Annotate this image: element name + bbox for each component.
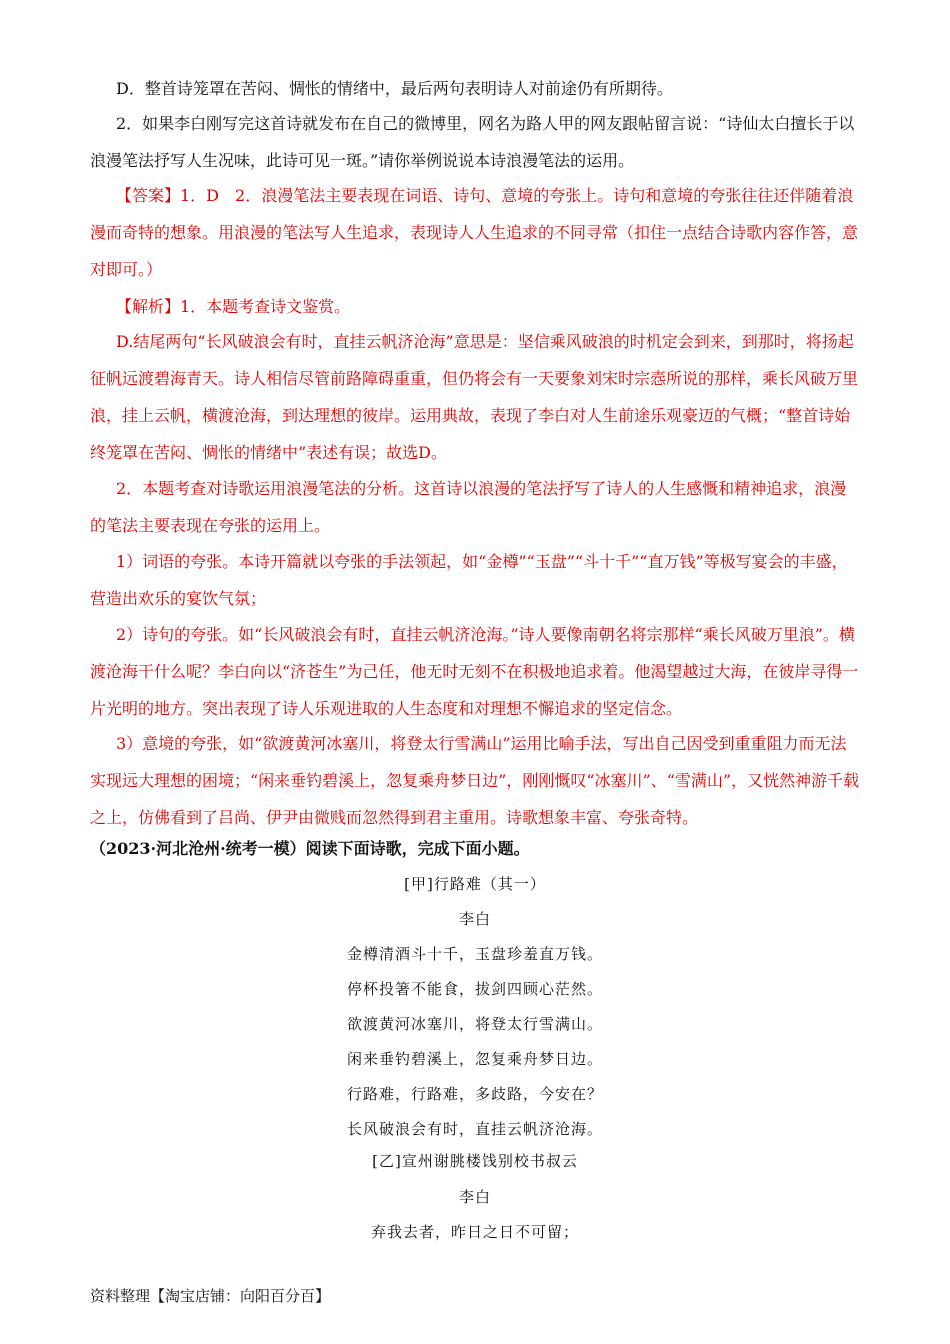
poem-verse: 欲渡黄河冰塞川，将登太行雪满山。 xyxy=(346,1015,603,1033)
poem-b-title: [乙]宣州谢朓楼饯别校书叔云 xyxy=(372,1152,578,1170)
option-d: D．整首诗笼罩在苦闷、惆怅的情绪中，最后两句表明诗人对前途仍有所期待。 xyxy=(116,79,673,98)
analysis-point-3: 3）意境的夸张，如“欲渡黄河冰塞川，将登太行雪满山”运用比喻手法，写出自己因受到重重阻力而无法实现远大理想的困境；“闲来垂钓碧溪上，忽复乘舟梦日边”，刚刚慨叹“冰塞川”、“雪满山”，又恍然神游千载之上，仿佛看到了吕尚、伊尹由微贱而忽然得到君主重用。诗歌想象丰富、夸张奇特。 xyxy=(90,734,860,827)
poem-a-title: [甲]行路难（其一） xyxy=(404,875,546,893)
poem-verse: 金樽清酒斗十千，玉盘珍羞直万钱。 xyxy=(346,945,603,963)
poem-verse: 行路难，行路难，多歧路，今安在？ xyxy=(346,1085,603,1103)
poem-verse: 弃我去者，昨日之日不可留； xyxy=(370,1223,579,1241)
answer-block: 【答案】1．D 2．浪漫笔法主要表现在词语、诗句、意境的夸张上。诗句和意境的夸张往往还伴随着浪漫而奇特的想象。用浪漫的笔法写人生追求，表现诗人人生追求的不同寻常（扣住一点结合诗歌内容作答，意对即可。） xyxy=(90,186,859,279)
question-2: 2．如果李白刚写完这首诗就发布在自己的微博里，网名为路人甲的网友跟帖留言说：“诗仙太白擅长于以浪漫笔法抒写人生况味，此诗可见一斑。”请你举例说说本诗浪漫笔法的运用。 xyxy=(90,114,855,170)
poem-b-author: 李白 xyxy=(458,1188,491,1206)
source-line: （2023·河北沧州·统考一模）阅读下面诗歌，完成下面小题。 xyxy=(90,839,530,858)
poem-a-author: 李白 xyxy=(458,910,491,928)
analysis-option-d: D.结尾两句“长风破浪会有时，直挂云帆济沧海”意思是：坚信乘风破浪的时机定会到来，到那时，将扬起征帆远渡碧海青天。诗人相信尽管前路障碍重重，但仍将会有一天要象刘宋时宗悫所说的那样，乘长风破万里浪，挂上云帆，横渡沧海，到达理想的彼岸。运用典故，表现了李白对人生前途乐观豪迈的气概；“整首诗始终笼罩在苦闷、惆怅的情绪中”表述有误；故选D。 xyxy=(90,332,859,462)
poem-verse: 长风破浪会有时，直挂云帆济沧海。 xyxy=(346,1120,603,1138)
poem-verse: 停杯投箸不能食，拔剑四顾心茫然。 xyxy=(346,980,603,998)
analysis-question-2: 2．本题考查对诗歌运用浪漫笔法的分析。这首诗以浪漫的笔法抒写了诗人的人生感慨和精神追求，浪漫的笔法主要表现在夸张的运用上。 xyxy=(90,479,847,535)
analysis-point-2: 2）诗句的夸张。如“长风破浪会有时，直挂云帆济沧海。”诗人要像南朝名将宗那样“乘长风破万里浪”。横渡沧海干什么呢？李白向以“济苍生”为己任，他无时无刻不在积极地追求着。他渴望越过大海，在彼岸寻得一片光明的地方。突出表现了诗人乐观进取的人生态度和对理想不懈追求的坚定信念。 xyxy=(90,625,859,718)
footer-note: 资料整理【淘宝店铺：向阳百分百】 xyxy=(90,1287,331,1305)
analysis-point-1: 1）词语的夸张。本诗开篇就以夸张的手法领起，如“金樽”“玉盘”“斗十千”“直万钱”等极写宴会的丰盛，营造出欢乐的宴饮气氛； xyxy=(90,552,848,608)
poem-verse: 闲来垂钓碧溪上，忽复乘舟梦日边。 xyxy=(346,1050,603,1068)
analysis-heading: 【解析】1．本题考查诗文鉴赏。 xyxy=(116,297,351,316)
